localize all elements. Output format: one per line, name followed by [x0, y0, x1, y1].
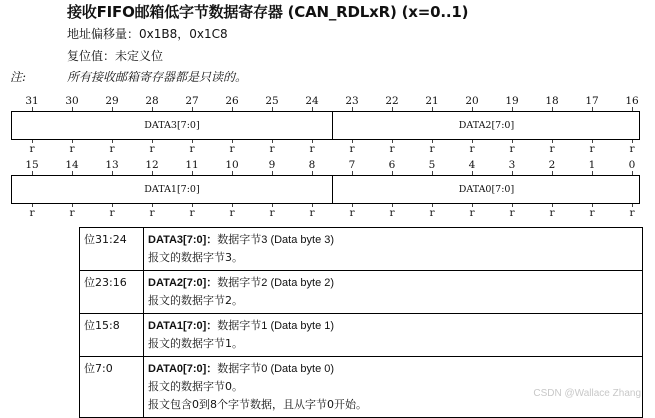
access-type: r — [629, 143, 635, 155]
access-type: r — [469, 207, 475, 219]
bit-number: 28 — [145, 95, 159, 107]
bit-range: 位23:16 — [80, 271, 144, 314]
bit-tick — [512, 204, 513, 207]
access-type: r — [389, 143, 395, 155]
bit-tick — [312, 140, 313, 143]
bit-number: 30 — [65, 95, 79, 107]
bit-number: 0 — [628, 159, 636, 171]
bit-number: 24 — [305, 95, 319, 107]
bit-tick — [592, 204, 593, 207]
access-type: r — [549, 143, 555, 155]
access-type: r — [629, 207, 635, 219]
register-lower-half — [11, 175, 640, 204]
bit-tick — [472, 140, 473, 143]
bit-number: 7 — [348, 159, 356, 171]
table-row — [80, 314, 643, 357]
access-type: r — [149, 207, 155, 219]
bit-number: 22 — [385, 95, 399, 107]
access-type: r — [229, 143, 235, 155]
bit-number: 23 — [345, 95, 359, 107]
bit-tick — [392, 204, 393, 207]
access-type: r — [29, 207, 35, 219]
bit-tick — [32, 204, 33, 207]
bit-tick — [552, 140, 553, 143]
bit-number: 27 — [185, 95, 199, 107]
bit-tick — [632, 140, 633, 143]
access-type: r — [589, 143, 595, 155]
field-detail: 报文包含0到8个字节数据，且从字节0开始。 — [148, 398, 367, 411]
bit-number: 3 — [508, 159, 516, 171]
field-detail: 报文的数据字节0。 — [148, 380, 243, 393]
table-row — [80, 271, 643, 314]
access-type: r — [109, 207, 115, 219]
bit-tick — [192, 140, 193, 143]
bit-number: 5 — [428, 159, 436, 171]
bit-number: 20 — [465, 95, 479, 107]
bit-number: 2 — [548, 159, 556, 171]
address-offset: 地址偏移量：0x1B8，0x1C8 — [67, 27, 228, 41]
bit-number: 19 — [505, 95, 519, 107]
access-type: r — [189, 143, 195, 155]
access-type: r — [429, 207, 435, 219]
bit-tick — [632, 204, 633, 207]
bit-tick — [72, 140, 73, 143]
bit-number: 9 — [268, 159, 276, 171]
access-type: r — [509, 207, 515, 219]
bit-tick — [112, 204, 113, 207]
access-type: r — [269, 143, 275, 155]
bit-number: 29 — [105, 95, 119, 107]
bit-description — [144, 271, 643, 314]
bit-tick — [592, 140, 593, 143]
field-detail: 报文的数据字节1。 — [148, 337, 243, 350]
table-row — [80, 228, 643, 271]
access-type: r — [469, 143, 475, 155]
bit-tick — [232, 204, 233, 207]
access-type: r — [429, 143, 435, 155]
bit-tick — [312, 204, 313, 207]
bit-number: 17 — [585, 95, 599, 107]
bit-number: 26 — [225, 95, 239, 107]
field-detail: 报文的数据字节3。 — [148, 251, 243, 264]
bit-tick — [112, 140, 113, 143]
bit-tick — [392, 140, 393, 143]
bit-description — [144, 314, 643, 357]
bit-tick — [32, 140, 33, 143]
access-type: r — [509, 143, 515, 155]
bit-tick — [152, 204, 153, 207]
bit-tick — [232, 140, 233, 143]
access-type: r — [229, 207, 235, 219]
bit-range: 位7:0 — [80, 357, 144, 418]
bit-number: 31 — [25, 95, 39, 107]
bit-range: 位15:8 — [80, 314, 144, 357]
field-name: DATA3[7:0]： — [148, 234, 218, 246]
field-name: DATA2[7:0]： — [148, 277, 218, 289]
field-data2: DATA2[7:0] — [332, 112, 640, 139]
bit-tick — [72, 204, 73, 207]
reset-value: 复位值：未定义位 — [67, 49, 164, 63]
field-summary: 数据字节0 (Data byte 0) — [217, 363, 335, 375]
field-name: DATA1[7:0]： — [148, 320, 218, 332]
access-type: r — [189, 207, 195, 219]
table-row — [80, 357, 643, 418]
field-name: DATA0[7:0]： — [148, 363, 218, 375]
field-data1: DATA1[7:0] — [144, 184, 200, 195]
bit-tick — [512, 140, 513, 143]
bit-number: 4 — [468, 159, 476, 171]
bit-number: 8 — [308, 159, 316, 171]
field-summary: 数据字节2 (Data byte 2) — [217, 277, 335, 289]
bit-tick — [352, 140, 353, 143]
access-type: r — [349, 143, 355, 155]
bit-range: 位31:24 — [80, 228, 144, 271]
access-type: r — [309, 143, 315, 155]
access-type: r — [549, 207, 555, 219]
bit-tick — [432, 140, 433, 143]
bit-number: 14 — [65, 159, 79, 171]
bit-number: 18 — [545, 95, 559, 107]
access-type: r — [589, 207, 595, 219]
note-label: 注: — [10, 70, 27, 84]
bit-tick — [272, 204, 273, 207]
note-text: 所有接收邮箱寄存器都是只读的。 — [67, 70, 248, 84]
access-type: r — [69, 207, 75, 219]
field-summary: 数据字节1 (Data byte 1) — [217, 320, 335, 332]
field-data3: DATA3[7:0] — [144, 120, 200, 131]
access-type: r — [389, 207, 395, 219]
bit-tick — [152, 140, 153, 143]
bit-number: 1 — [588, 159, 596, 171]
bit-tick — [272, 140, 273, 143]
access-type: r — [109, 143, 115, 155]
bit-description — [144, 228, 643, 271]
access-type: r — [349, 207, 355, 219]
access-type: r — [269, 207, 275, 219]
bit-number: 25 — [265, 95, 279, 107]
field-summary: 数据字节3 (Data byte 3) — [217, 234, 335, 246]
bit-number: 16 — [625, 95, 639, 107]
bit-number: 12 — [145, 159, 159, 171]
access-type: r — [29, 143, 35, 155]
field-data0: DATA0[7:0] — [332, 176, 640, 203]
bit-number: 15 — [25, 159, 39, 171]
bit-number: 21 — [425, 95, 439, 107]
watermark: CSDN @Wallace Zhang — [533, 388, 641, 399]
access-type: r — [149, 143, 155, 155]
bit-number: 11 — [185, 159, 199, 171]
bit-number: 13 — [105, 159, 119, 171]
page-title: 接收FIFO邮箱低字节数据寄存器 (CAN_RDLxR) (x=0..1) — [67, 3, 469, 21]
access-type: r — [309, 207, 315, 219]
bit-tick — [552, 204, 553, 207]
bit-tick — [352, 204, 353, 207]
bit-number: 10 — [225, 159, 239, 171]
register-upper-half — [11, 111, 640, 140]
field-detail: 报文的数据字节2。 — [148, 294, 243, 307]
bit-tick — [192, 204, 193, 207]
bit-number: 6 — [388, 159, 396, 171]
bit-tick — [472, 204, 473, 207]
bit-tick — [432, 204, 433, 207]
bit-description — [144, 357, 643, 418]
access-type: r — [69, 143, 75, 155]
